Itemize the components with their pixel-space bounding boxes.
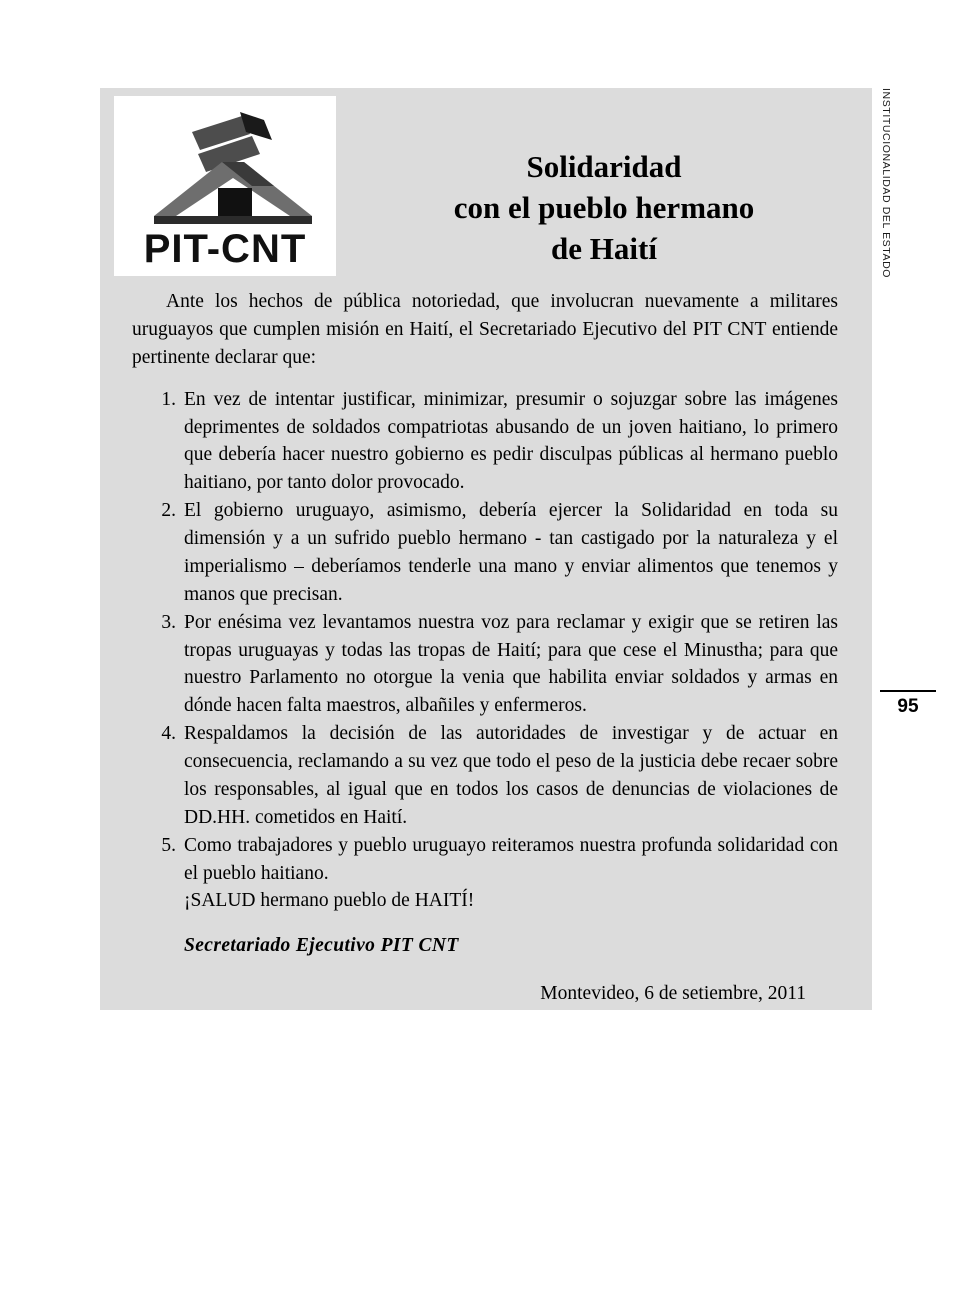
article-header [100,88,872,288]
article-title-line-2: con el pueblo hermano [453,190,755,226]
article-lead-paragraph: Ante los hechos de pública notoriedad, que involucran nuevamente a militares uruguayos que cumplen misión en Haití, el Secretariado Ejecutivo del PIT CNT entiende pertinente declarar que: [132,291,838,368]
list-item-text: El gobierno uruguayo, asimismo, debería ejercer la Solidaridad en toda su dimensión y a un sufrido pueblo hermano - tan castigado por la naturaleza y el imperialismo – deberíamos tenderle una mano y enviar alimentos que tenemos y manos que precisan. [184,500,838,605]
list-item-number: 2. [161,500,176,522]
page-number: 95 [897,696,919,717]
list-item-number: 5. [161,834,176,856]
article-title [350,146,858,270]
pit-cnt-logo [114,96,336,276]
list-item-extra-line: ¡SALUD hermano pueblo de HAITÍ! [184,890,475,912]
page-number-block [880,690,936,718]
article-container [100,88,872,1010]
list-item-text: Por enésima vez levantamos nuestra voz para reclamar y exigir que se retiren las tropas uruguayas y todas las tropas de Haití; para que cese el Minustha; para que nuestro Parlamento no otorgue la venia que habilita enviar soldados y armas en dónde hacen falta maestros, albañiles y enfermeros. [184,611,838,717]
article-items-list [132,386,838,916]
list-item [132,832,838,916]
list-item-number: 3. [161,611,176,633]
list-item [132,386,838,498]
article-title-line-3: de Haití [551,231,657,267]
article-title-line-1: Solidaridad [526,149,682,184]
list-item [132,720,838,832]
list-item-text: En vez de intentar justificar, minimizar, presumir o sojuzgar sobre las imágenes deprimentes de soldados compatriotas abusando de un joven haitiano, lo primero que debería hacer nuestro gobierno es pedir disculpas públicas al hermano pueblo haitiano, por tanto dolor provocado. [184,388,838,494]
list-item [132,497,838,609]
list-item-text: Como trabajadores y pueblo uruguayo reiteramos nuestra profunda solidaridad con el pueblo haitiano. [184,834,838,884]
list-item-number: 4. [161,723,176,745]
list-item-text: Respaldamos la decisión de las autoridades de investigar y de actuar en consecuencia, reclamando a su vez que todo el peso de la justicia debe recaer sobre los responsables, al igual que en todos los casos de denuncias de violaciones de DD.HH. cometidos en Haití. [184,723,838,828]
svg-text:PIT-CNT: PIT-CNT [143,227,307,271]
list-item [132,609,838,721]
list-item-number: 1. [161,388,176,410]
pit-cnt-logo-graphic [114,96,336,276]
article-dateline: Montevideo, 6 de setiembre, 2011 [540,983,806,1005]
article-body [100,288,872,1005]
page-number-rule [880,690,936,692]
article-signature: Secretariado Ejecutivo PIT CNT [184,935,459,957]
side-running-head: INSTITUCIONALIDAD DEL ESTADO [880,88,892,279]
